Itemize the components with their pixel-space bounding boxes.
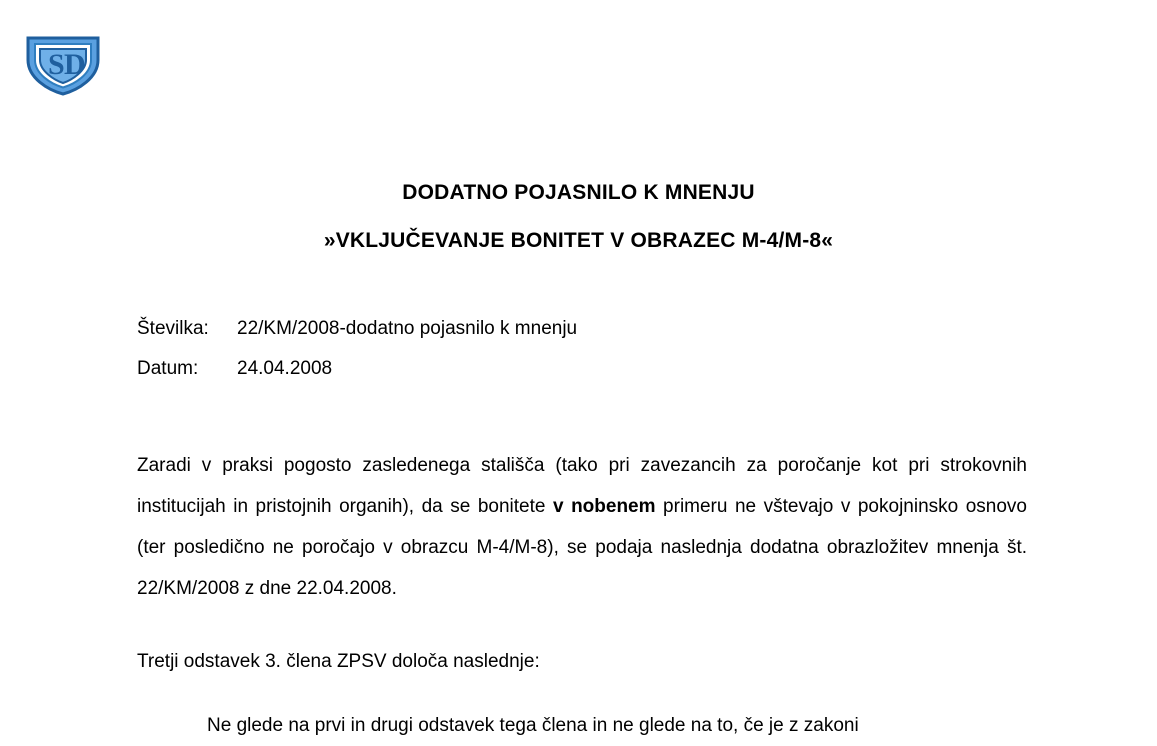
meta-row-date bbox=[137, 358, 1037, 379]
paragraph-law-intro: Tretji odstavek 3. člena ZPSV določa naslednje: bbox=[137, 651, 540, 672]
paragraph-intro-part2: primeru ne vštevajo v pokojninsko osnovo (ter posledično ne poročajo v obrazcu M-4/M-8), se podaja naslednja dodatna obrazložitev mnenja št. 22/KM/2008 z dne 22.04.2008. bbox=[137, 496, 1027, 599]
paragraph-intro bbox=[137, 445, 1027, 609]
meta-value-number: 22/KM/2008-dodatno pojasnilo k mnenju bbox=[237, 318, 578, 339]
meta-value-date: 24.04.2008 bbox=[237, 358, 333, 379]
page-title: DODATNO POJASNILO K MNENJU bbox=[402, 181, 755, 204]
meta-label-date: Datum: bbox=[137, 358, 199, 379]
paragraph-law-quote: Ne glede na prvi in drugi odstavek tega člena in ne glede na to, če je z zakoni bbox=[207, 715, 859, 736]
meta-label-number: Številka: bbox=[137, 318, 209, 339]
paragraph-intro-part1: Zaradi v praksi pogosto zasledenega stališča (tako pri zavezancih za poročanje kot pri strokovnih institucijah in pristojnih organih), da se bonitete bbox=[137, 455, 1027, 517]
meta-row-number bbox=[137, 318, 1037, 339]
page-subtitle: »VKLJUČEVANJE BONITET V OBRAZEC M-4/M-8« bbox=[323, 229, 834, 252]
document-meta bbox=[137, 318, 1037, 398]
svg-text:S: S bbox=[48, 48, 65, 81]
svg-text:D: D bbox=[64, 48, 86, 81]
sd-shield-logo bbox=[22, 30, 104, 98]
paragraph-intro-emphasis: v nobenem bbox=[552, 496, 656, 517]
title-block bbox=[0, 180, 1157, 254]
